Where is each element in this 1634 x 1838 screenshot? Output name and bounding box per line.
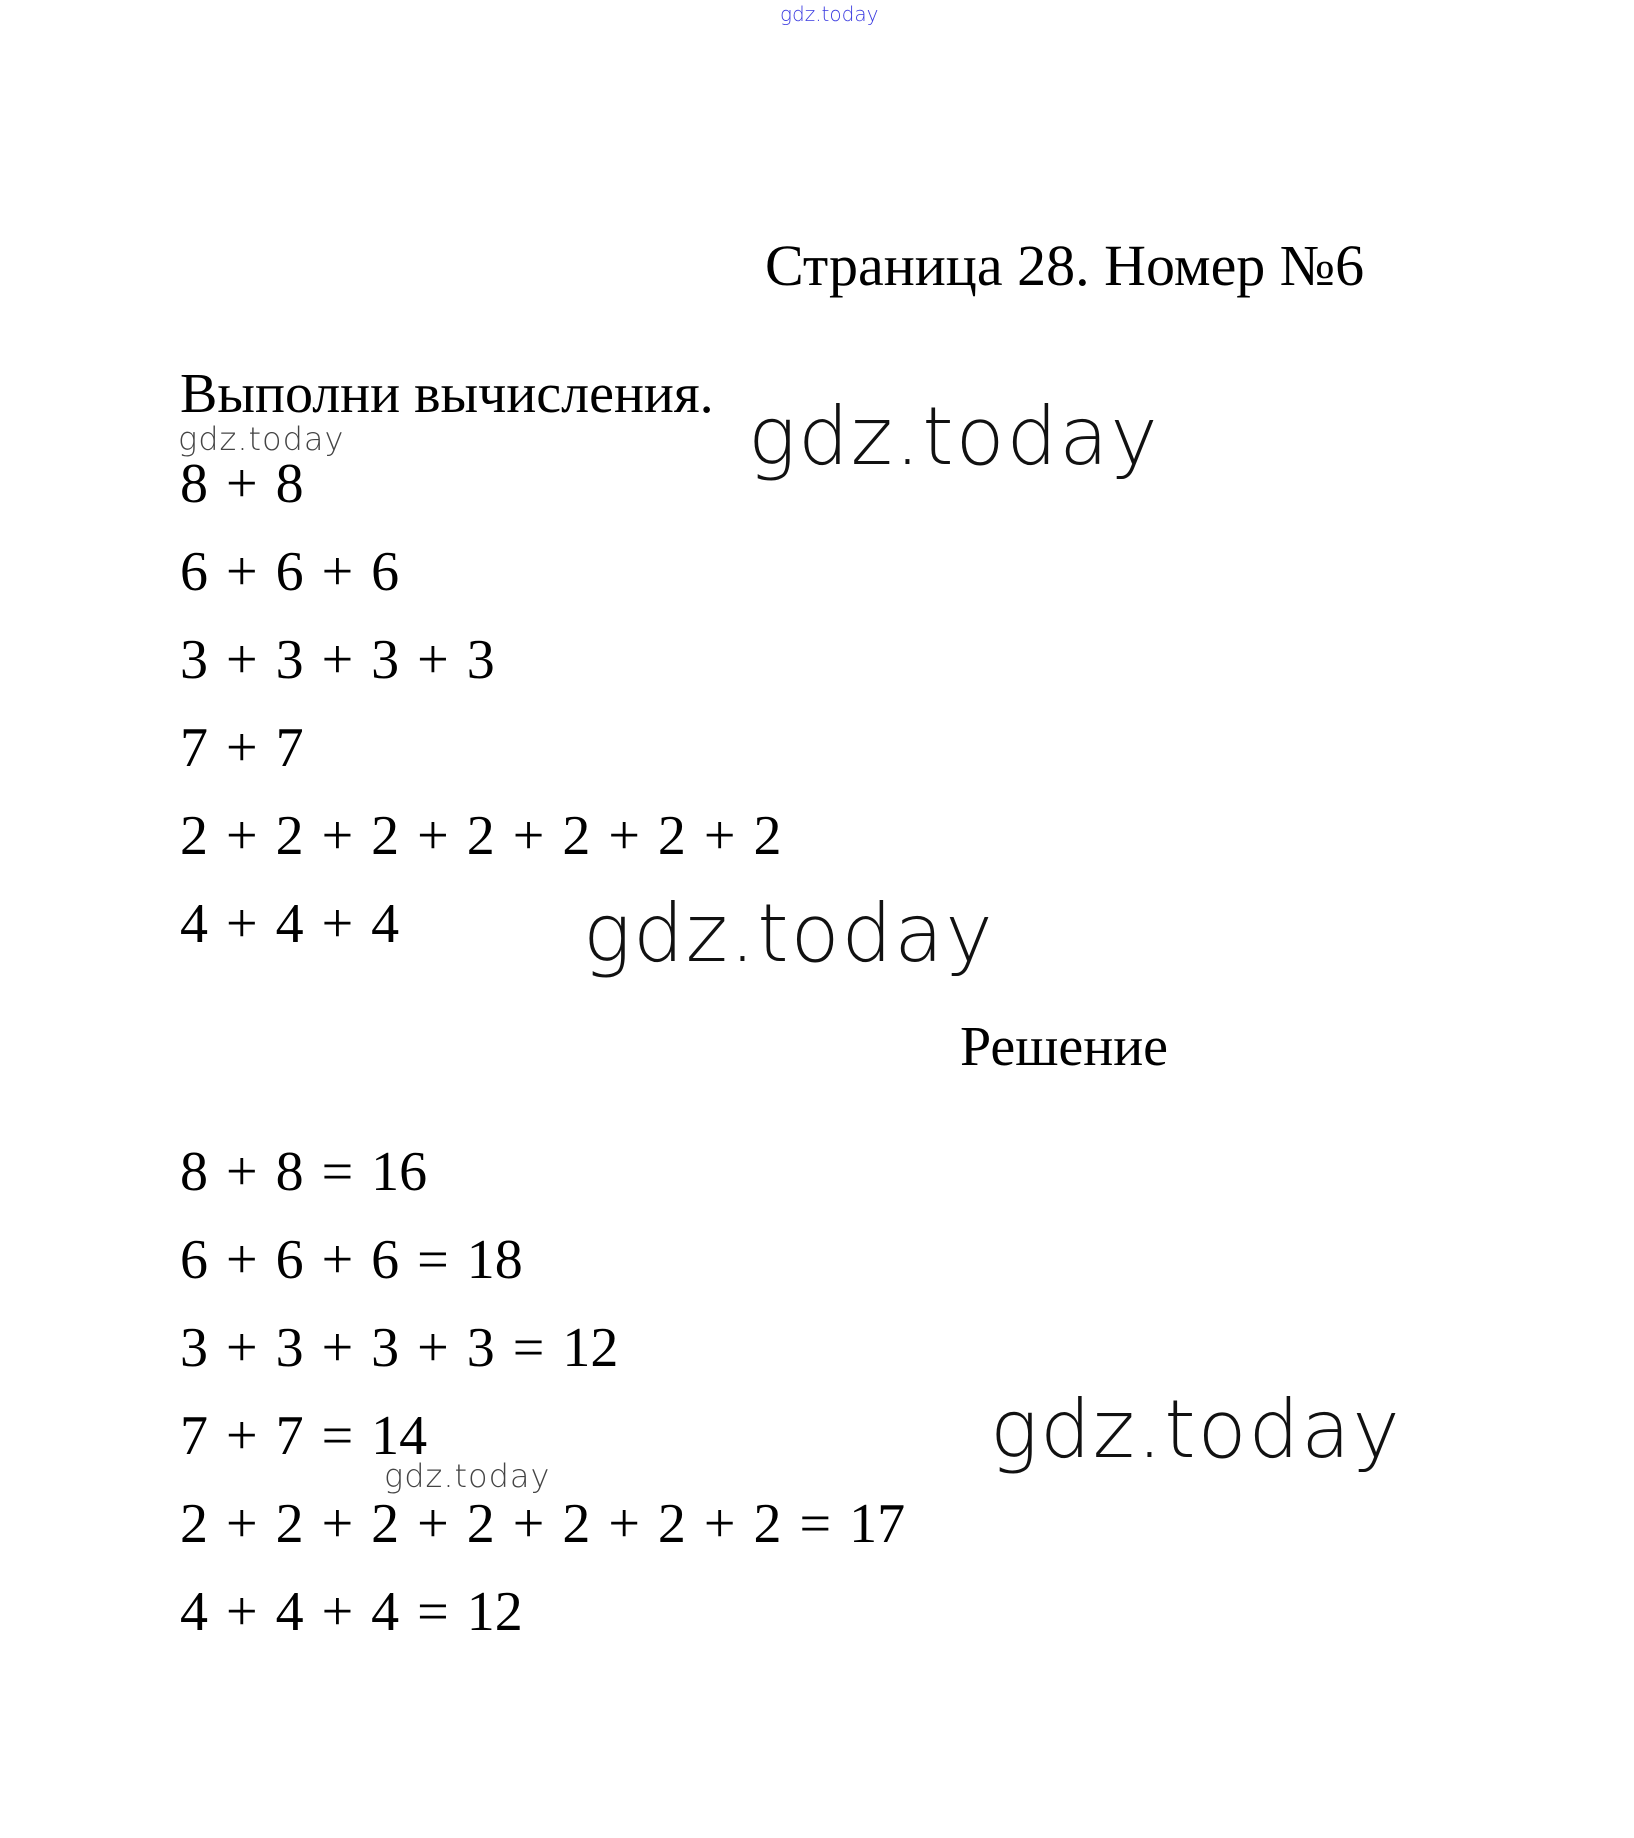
solution-6: 4 + 4 + 4 = 12 <box>180 1581 523 1643</box>
watermark-top: gdz.today <box>780 2 879 26</box>
task-text: Выполни вычисления. <box>180 363 714 425</box>
expression-1: 8 + 8 <box>180 453 304 515</box>
solution-1: 8 + 8 = 16 <box>180 1141 428 1203</box>
expression-2: 6 + 6 + 6 <box>180 541 400 603</box>
solution-heading: Решение <box>960 1016 1169 1078</box>
page-title: Страница 28. Номер №6 <box>765 233 1365 298</box>
solution-3: 3 + 3 + 3 + 3 = 12 <box>180 1317 619 1379</box>
expression-5: 2 + 2 + 2 + 2 + 2 + 2 + 2 <box>180 805 782 867</box>
expression-3: 3 + 3 + 3 + 3 <box>180 629 495 691</box>
watermark-large: gdz.today <box>990 1383 1402 1476</box>
solution-2: 6 + 6 + 6 = 18 <box>180 1229 523 1291</box>
watermark-small: gdz.today <box>178 420 345 458</box>
solution-5: 2 + 2 + 2 + 2 + 2 + 2 + 2 = 17 <box>180 1493 906 1555</box>
watermark-large: gdz.today <box>583 887 995 980</box>
expression-6: 4 + 4 + 4 <box>180 893 400 955</box>
watermark-large: gdz.today <box>748 390 1160 483</box>
expression-4: 7 + 7 <box>180 717 304 779</box>
watermark-small: gdz.today <box>384 1457 551 1495</box>
solution-4: 7 + 7 = 14 <box>180 1405 428 1467</box>
